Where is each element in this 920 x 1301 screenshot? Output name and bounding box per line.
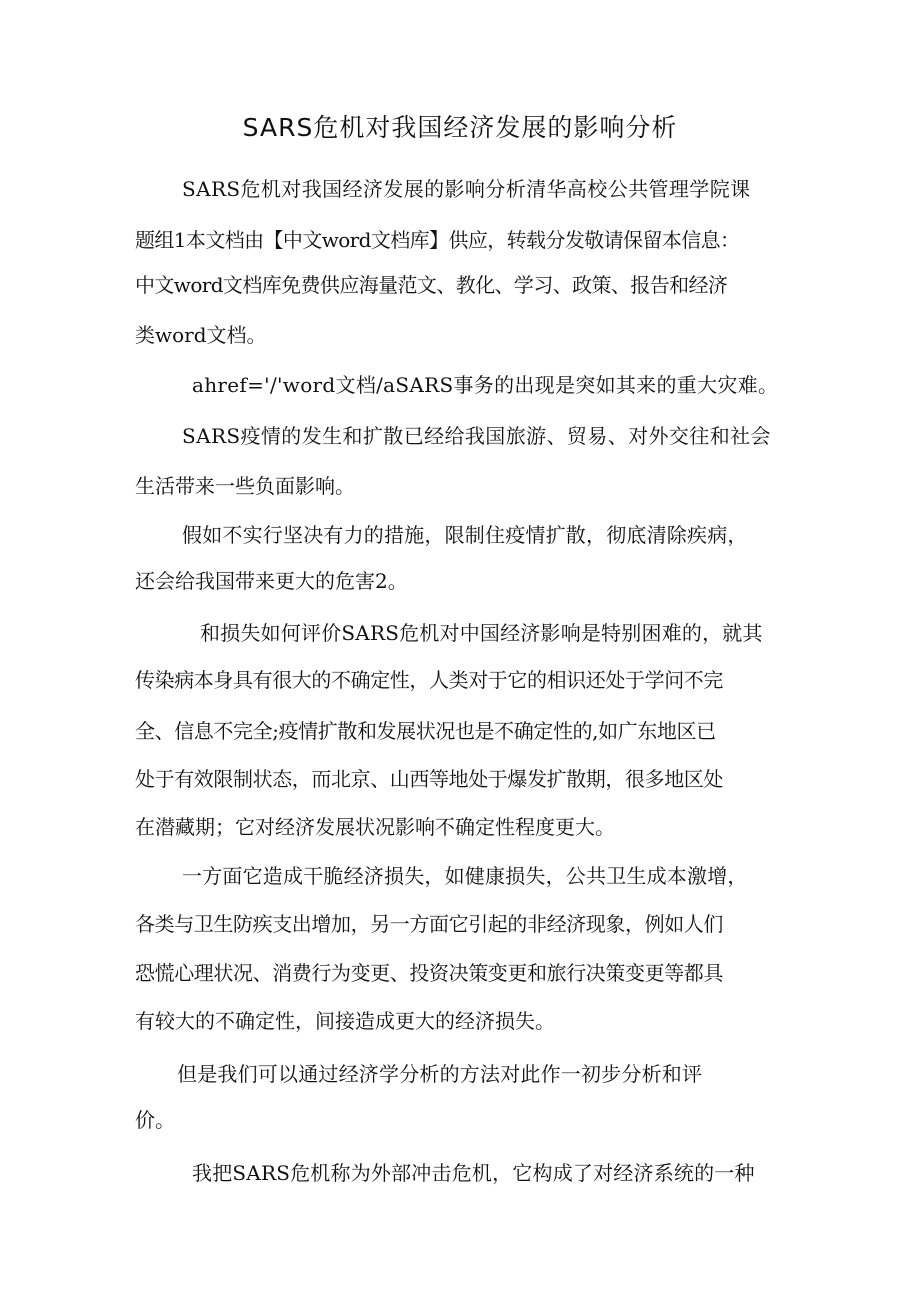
paragraph-4-line-1: 假如不实行坚决有力的措施，限制住疫情扩散，彻底清除疾病， bbox=[182, 523, 748, 547]
paragraph-3-line-2: 生活带来一些负面影响。 bbox=[135, 474, 355, 498]
paragraph-7-line-2: 价。 bbox=[135, 1108, 175, 1132]
paragraph-1-line-1: SARS危机对我国经济发展的影响分析清华高校公共管理学院课 bbox=[182, 177, 751, 201]
paragraph-6-line-2: 各类与卫生防疾支出增加，另一方面它引起的非经济现象，例如人们 bbox=[135, 912, 723, 936]
paragraph-7-line-1: 但是我们可以通过经济学分析的方法对此作一初步分析和评 bbox=[177, 1062, 703, 1086]
paragraph-6-line-1: 一方面它造成干脆经济损失，如健康损失，公共卫生成本激增， bbox=[182, 864, 748, 888]
paragraph-4-line-2: 还会给我国带来更大的危害2。 bbox=[135, 569, 408, 593]
paragraph-3-line-1: SARS疫情的发生和扩散已经给我国旅游、贸易、对外交往和社会 bbox=[182, 424, 771, 448]
paragraph-5-line-5: 在潜藏期；它对经济发展状况影响不确定性程度更大。 bbox=[135, 815, 615, 839]
document-title: SARS危机对我国经济发展的影响分析 bbox=[242, 113, 678, 142]
paragraph-5-line-1: 和损失如何评价SARS危机对中国经济影响是特别困难的，就其 bbox=[200, 621, 763, 645]
paragraph-6-line-3: 恐慌心理状况、消费行为变更、投资决策变更和旅行决策变更等都具 bbox=[135, 961, 723, 985]
paragraph-1-line-4: 类word文档。 bbox=[135, 323, 267, 347]
paragraph-5-line-4: 处于有效限制状态，而北京、山西等地处于爆发扩散期，很多地区处 bbox=[135, 767, 723, 791]
paragraph-6-line-4: 有较大的不确定性，间接造成更大的经济损失。 bbox=[135, 1009, 555, 1033]
paragraph-5-line-2: 传染病本身具有很大的不确定性，人类对于它的相识还处于学问不完 bbox=[135, 668, 723, 692]
paragraph-8-line-1: 我把SARS危机称为外部冲击危机，它构成了对经济系统的一种 bbox=[192, 1161, 755, 1185]
paragraph-1-line-3: 中文word文档库免费供应海量范文、教化、学习、政策、报告和经济 bbox=[135, 273, 728, 297]
paragraph-2-line-1: ahref='/'word文档/aSARS事务的出现是突如其来的重大灾难。 bbox=[192, 373, 779, 397]
paragraph-5-line-3: 全、信息不完全;疫情扩散和发展状况也是不确定性的,如广东地区已 bbox=[135, 719, 716, 743]
paragraph-1-line-2: 题组1本文档由【中文word文档库】供应，转载分发敬请保留本信息： bbox=[135, 228, 740, 252]
